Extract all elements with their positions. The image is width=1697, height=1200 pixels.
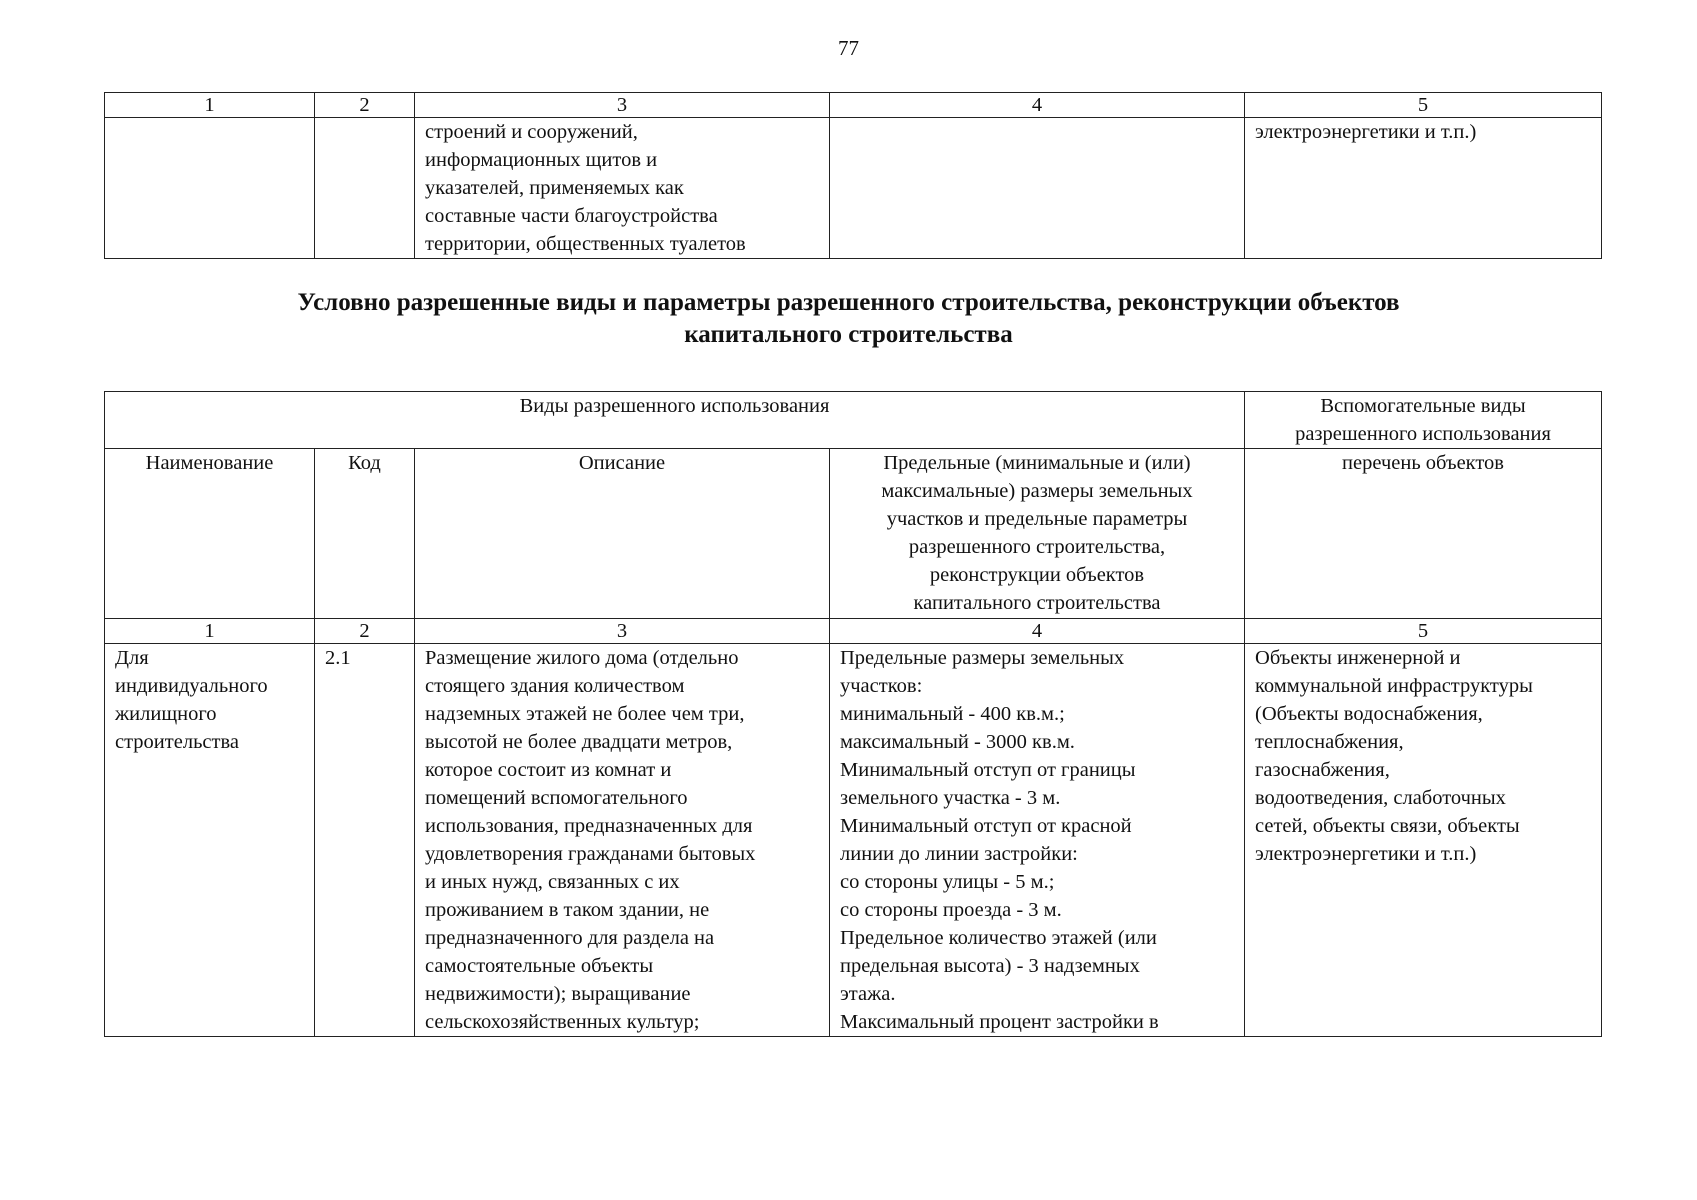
column-number: 3: [415, 93, 830, 118]
cell-auxiliary: электроэнергетики и т.п.): [1245, 118, 1602, 259]
column-number: 2: [315, 619, 415, 644]
continued-table: [104, 92, 1602, 259]
header-auxiliary: перечень объектов: [1245, 449, 1602, 619]
cell-code: 2.1: [315, 644, 415, 1037]
group-header-row: [105, 392, 1602, 449]
header-description: Описание: [415, 449, 830, 619]
column-number: 1: [105, 93, 315, 118]
cell-code: [315, 118, 415, 259]
table-row: [105, 644, 1602, 1037]
cell-description: Размещение жилого дома (отдельно стоящего здания количеством надземных этажей не более чем три, высотой не более двадцати метров, которое состоит из комнат и помещений вспомогательного использования, предназначенных для удовлетворения гражданами бытовых и иных нужд, связанных с их проживанием в таком здании, не предназначенного для раздела на самостоятельные объекты недвижимости); выращивание сельскохозяйственных культур;: [415, 644, 830, 1037]
column-number-row: [105, 93, 1602, 118]
section-heading: Условно разрешенные виды и параметры разрешенного строительства, реконструкции объектов капитального строительства: [297, 289, 1400, 348]
column-number: 3: [415, 619, 830, 644]
table-row: [105, 118, 1602, 259]
column-number: 4: [830, 93, 1245, 118]
cell-parameters: Предельные размеры земельных участков: минимальный - 400 кв.м.; максимальный - 3000 кв.м. Минимальный отступ от границы земельного участка - 3 м. Минимальный отступ от красной линии до линии застройки: со стороны улицы - 5 м.; со стороны проезда - 3 м. Предельное количество этажей (или предельная высота) - 3 надземных этажа. Максимальный процент застройки в: [830, 644, 1245, 1037]
permitted-use-table: [104, 391, 1602, 1037]
cell-auxiliary: Объекты инженерной и коммунальной инфраструктуры (Объекты водоснабжения, теплоснабжения, газоснабжения, водоотведения, слаботочных сетей, объекты связи, объекты электроэнергетики и т.п.): [1245, 644, 1602, 1037]
header-code: Код: [315, 449, 415, 619]
column-number: 5: [1245, 619, 1602, 644]
column-number: 5: [1245, 93, 1602, 118]
column-header-row: [105, 449, 1602, 619]
cell-parameters: [830, 118, 1245, 259]
header-name: Наименование: [105, 449, 315, 619]
page-number: 77: [838, 36, 859, 60]
cell-name: Для индивидуального жилищного строительства: [105, 644, 315, 1037]
cell-name: [105, 118, 315, 259]
cell-description: строений и сооружений, информационных щитов и указателей, применяемых как составные части благоустройства территории, общественных туалетов: [415, 118, 830, 259]
column-number: 1: [105, 619, 315, 644]
column-number-row: [105, 619, 1602, 644]
group-header-main: Виды разрешенного использования: [105, 392, 1245, 449]
column-number: 4: [830, 619, 1245, 644]
group-header-auxiliary: Вспомогательные виды разрешенного использования: [1245, 392, 1602, 449]
column-number: 2: [315, 93, 415, 118]
header-parameters: Предельные (минимальные и (или) максимальные) размеры земельных участков и предельные параметры разрешенного строительства, реконструкции объектов капитального строительства: [830, 449, 1245, 619]
